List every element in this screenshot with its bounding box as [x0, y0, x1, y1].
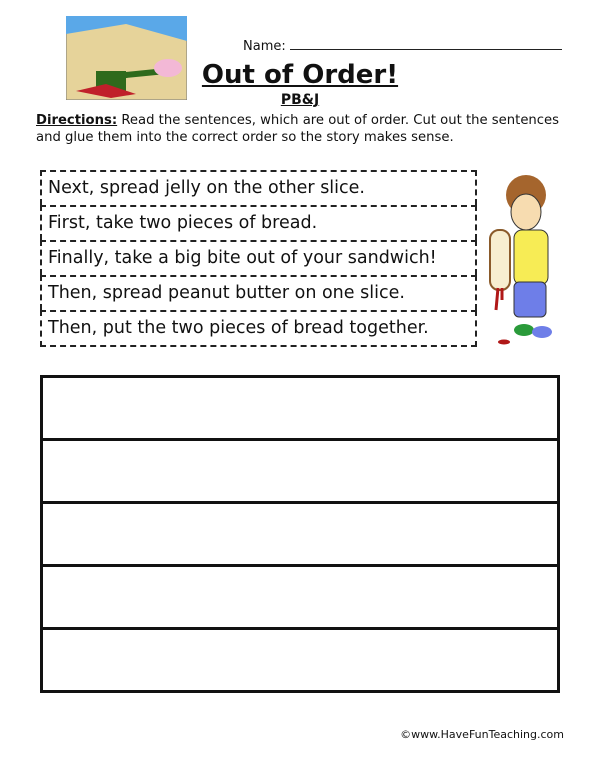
answer-row [43, 441, 557, 504]
name-label: Name: [243, 39, 286, 54]
directions-label: Directions: [36, 113, 118, 128]
sentence-strip: Then, spread peanut butter on one slice. [40, 275, 477, 310]
sentence-strip: Then, put the two pieces of bread together. [40, 310, 477, 347]
answer-row [43, 504, 557, 567]
sentence-strip: First, take two pieces of bread. [40, 205, 477, 240]
copyright-footer: ©www.HaveFunTeaching.com [400, 728, 564, 741]
answer-row [43, 567, 557, 630]
boy-eating-sandwich-image [484, 170, 564, 345]
directions-text: Read the sentences, which are out of order. Cut out the sentences and glue them into the correct order so the story makes sense. [36, 113, 560, 145]
sentence-strip: Next, spread jelly on the other slice. [40, 170, 477, 205]
page-title: Out of Order! [201, 60, 399, 90]
sentence-strip: Finally, take a big bite out of your sandwich! [40, 240, 477, 275]
name-line[interactable] [290, 37, 562, 50]
directions [36, 112, 576, 146]
answer-row [43, 630, 557, 690]
page-subtitle: PB&J [280, 92, 320, 108]
name-field[interactable] [243, 37, 562, 54]
sentence-strips [40, 170, 477, 347]
answer-grid [40, 375, 560, 693]
answer-row [43, 378, 557, 441]
